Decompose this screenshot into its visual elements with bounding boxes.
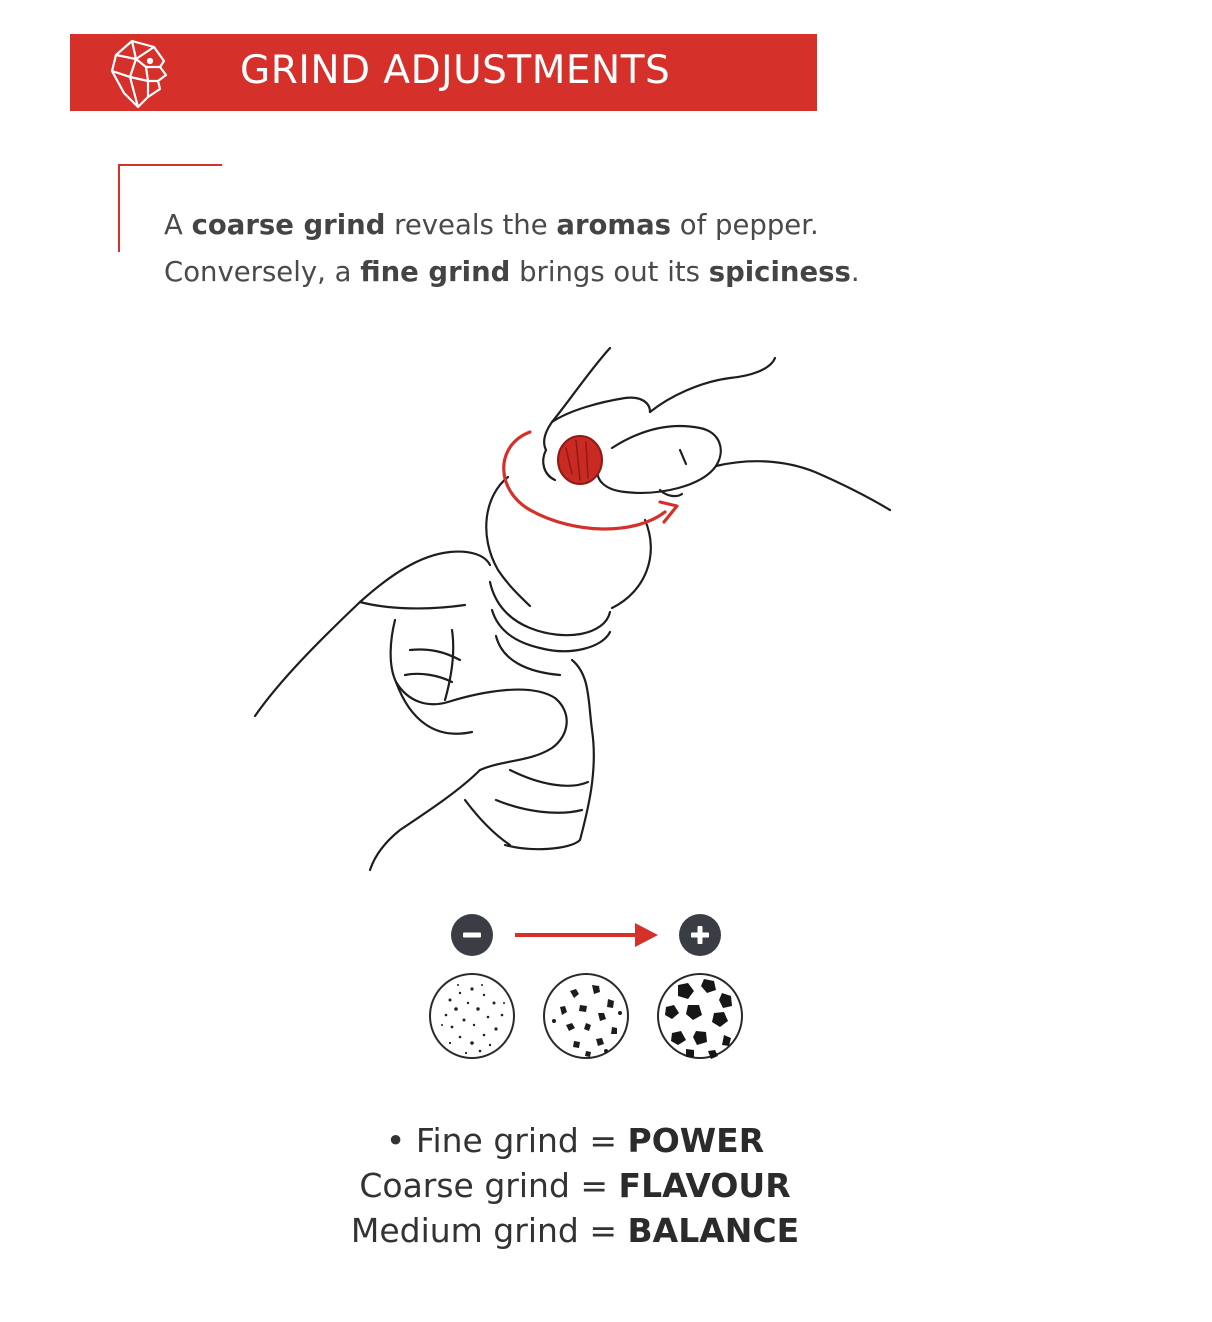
- legend-item-coarse: Coarse grind = FLAVOUR: [359, 1166, 791, 1205]
- intro-text: [164, 202, 860, 296]
- right-arrow-icon: [515, 923, 658, 947]
- minus-circle-icon: [451, 914, 493, 956]
- intro-line-1: A coarse grind reveals the aromas of pepper.: [164, 209, 819, 241]
- intro-line-2: Conversely, a fine grind brings out its spiciness.: [164, 256, 860, 288]
- page-title: GRIND ADJUSTMENTS: [240, 48, 671, 93]
- fine-grind-icon: [430, 974, 514, 1058]
- grind-scale: [420, 905, 760, 1075]
- lion-head-icon: [102, 37, 172, 109]
- grind-legend: [300, 1118, 850, 1253]
- medium-grind-icon: [544, 974, 628, 1058]
- hand-turning-pepper-mill-knob-icon: [240, 330, 920, 890]
- plus-circle-icon: [679, 914, 721, 956]
- legend-item-medium: Medium grind = BALANCE: [350, 1211, 800, 1250]
- legend-item-fine: • Fine grind = POWER: [385, 1121, 765, 1160]
- coarse-grind-icon: [658, 974, 742, 1059]
